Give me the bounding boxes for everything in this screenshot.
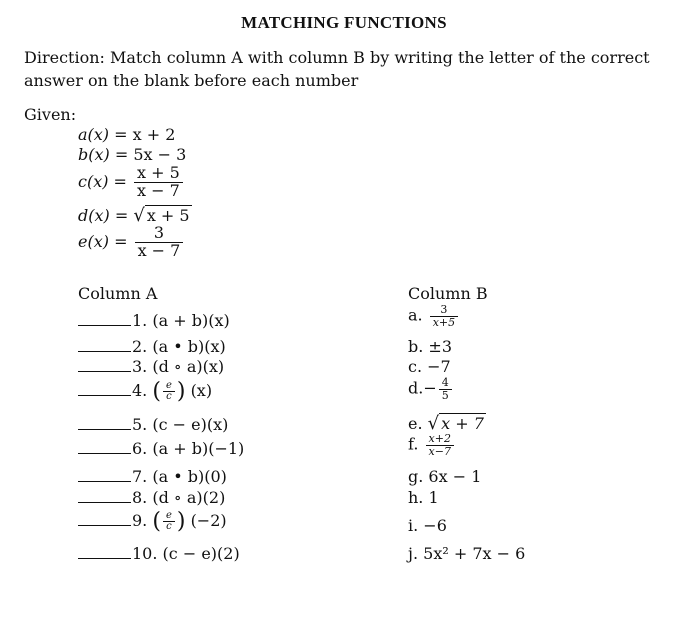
item-4-numerator: e [165,379,172,391]
item-expression: (a + b)(−1) [152,439,245,458]
given-a-lhs: a(x) = [78,125,133,144]
column-b-item-d [408,377,454,401]
column-b-header: Column B [408,284,488,303]
column-a-item-1 [78,311,230,330]
given-e-numerator: 3 [153,223,165,242]
given-c-denominator: x − 7 [134,182,183,200]
choice-e-radicand: x + 7 [441,414,484,433]
choice-e-sqrt [428,413,486,434]
given-a-rhs: x + 2 [132,125,176,144]
answer-blank-9[interactable] [78,511,131,526]
choice-d-sign: − [423,378,437,398]
answer-blank-6[interactable] [78,439,131,454]
column-b-item-a [408,304,460,328]
column-b-item-c [408,357,451,376]
item-expression: (d ∘ a)(x) [152,357,225,376]
column-a-item-9 [78,509,227,534]
answer-blank-3[interactable] [78,357,131,372]
item-number: 2. [132,337,148,356]
given-a [78,125,175,144]
direction-text: Direction: Match column A with column B by writing the letter of the correct answer on the blank before each number [24,48,650,90]
given-d-lhs: d(x) = [78,206,134,225]
column-b-item-b [408,337,452,356]
choice-expression: ±3 [428,337,453,356]
column-a-item-6 [78,439,244,458]
worksheet-title: MATCHING FUNCTIONS [241,13,447,32]
column-a-item-7 [78,467,227,486]
column-a-item-2 [78,337,226,356]
column-b-item-f [408,433,456,457]
given-b-rhs: 5x − 3 [133,145,187,164]
choice-d-numerator: 4 [441,376,449,389]
item-expression: (a + b)(x) [152,311,230,330]
choice-letter: c. [408,357,423,376]
column-b-item-h [408,488,439,507]
choice-letter: g. [408,467,424,486]
column-b-item-g [408,467,481,486]
item-expression: (d ∘ a)(2) [152,488,226,507]
column-b-item-e [408,413,486,434]
item-4-argument: (x) [190,381,213,400]
radical-icon: √ [133,205,145,226]
item-9-numerator: e [165,509,172,521]
given-e-denominator: x − 7 [135,242,184,260]
choice-a-numerator: 3 [440,303,448,316]
item-9-argument: (−2) [190,511,227,530]
item-number: 9. [132,511,148,530]
item-number: 8. [132,488,148,507]
answer-blank-8[interactable] [78,488,131,503]
column-a-item-5 [78,415,228,434]
choice-expression: 1 [428,488,439,507]
column-a-item-4 [78,379,212,404]
choice-expression: −7 [427,357,451,376]
choice-letter: e. [408,414,423,433]
column-b-item-j [408,544,525,563]
item-expression: (c − e)(x) [152,415,229,434]
item-number: 4. [132,381,148,400]
radical-icon: √ [427,413,440,434]
choice-f-fraction [426,433,454,457]
choice-expression: −6 [423,516,447,535]
choice-f-numerator: x+2 [428,432,451,445]
given-e-fraction [135,225,184,260]
choice-letter: i. [408,516,419,535]
choice-f-denominator: x−7 [426,445,454,458]
given-c [78,165,185,200]
answer-blank-2[interactable] [78,337,131,352]
choice-letter: a. [408,305,423,325]
item-expression: (a • b)(0) [152,467,227,486]
item-4-paren-fraction: ( $\frac{e}{c}$ ) [152,379,186,404]
answer-blank-10[interactable] [78,544,131,559]
given-c-fraction [134,165,183,200]
item-number: 6. [132,439,148,458]
answer-blank-5[interactable] [78,415,131,430]
given-d [78,205,192,226]
item-number: 5. [132,415,148,434]
choice-d-denominator: 5 [439,389,452,402]
item-number: 10. [132,544,158,563]
given-e [78,225,185,260]
given-b [78,145,186,164]
item-number: 7. [132,467,148,486]
item-expression: (c − e)(2) [162,544,240,563]
column-a-item-8 [78,488,225,507]
choice-letter: b. [408,337,424,356]
answer-blank-7[interactable] [78,467,131,482]
item-4-denominator: c [163,391,175,403]
choice-expression: 5x² + 7x − 6 [423,544,526,563]
item-number: 1. [132,311,148,330]
given-c-lhs: c(x) = [78,171,133,191]
choice-letter: j. [408,544,419,563]
given-e-lhs: e(x) = [78,231,133,251]
choice-a-denominator: x+5 [430,316,458,329]
given-label: Given: [24,105,77,124]
column-a-item-3 [78,357,224,376]
given-d-radicand: x + 5 [146,206,190,225]
given-c-numerator: x + 5 [137,163,180,182]
answer-blank-4[interactable] [78,381,131,396]
choice-letter: d. [408,378,424,398]
column-a-item-10 [78,544,240,563]
item-number: 3. [132,357,148,376]
choice-letter: h. [408,488,424,507]
column-a-header: Column A [78,284,158,303]
choice-letter: f. [408,434,419,454]
item-9-paren-fraction: ( $\frac{e}{c}$ ) [152,509,186,534]
item-expression: (a • b)(x) [152,337,226,356]
choice-d-fraction [439,377,452,401]
choice-expression: 6x − 1 [428,467,482,486]
given-b-lhs: b(x) = [78,145,134,164]
column-b-item-i [408,516,447,535]
item-9-denominator: c [163,521,175,533]
choice-a-fraction [430,304,458,328]
answer-blank-1[interactable] [78,311,131,326]
